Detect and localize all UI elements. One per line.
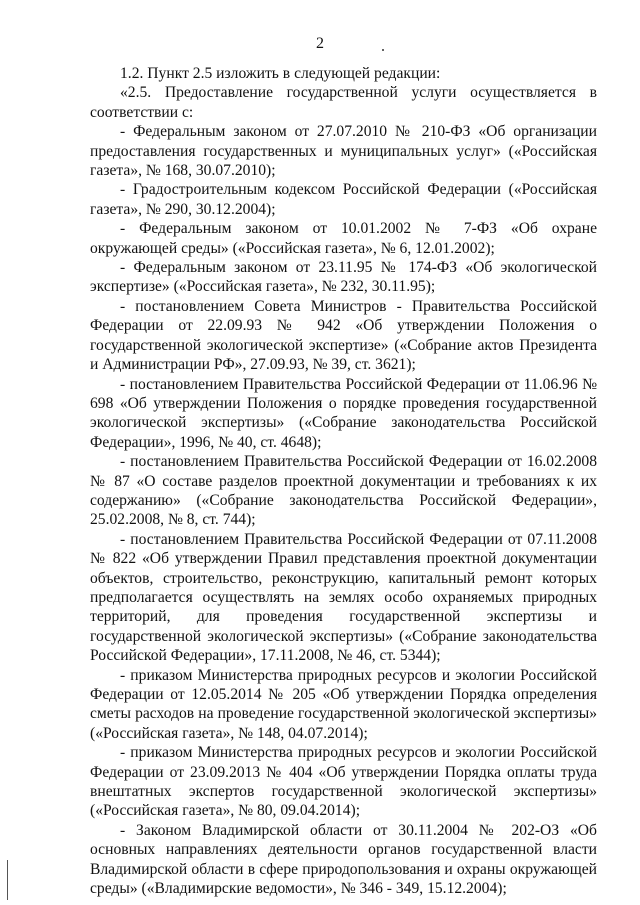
list-item-law-210: - Федеральным законом от 27.07.2010 № 210-ФЗ «Об организации предоставления государственных и муниципальных услуг» («Российская газета», № 168, 30.07.2010); (90, 123, 597, 180)
list-item-resolution-87: - постановлением Правительства Российской Федерации от 16.02.2008 № 87 «О составе разделов проектной документации и требованиях к их содержанию» («Собрание законодательства Российской Федерации», 25.02.2008, № 8, ст. 744); (90, 453, 597, 529)
document-body (90, 64, 597, 898)
list-item-resolution-822: - постановлением Правительства Российской Федерации от 07.11.2008 № 822 «Об утверждении Правил представления проектной документации объектов, строительство, реконструкцию, капитальный ремонт которых предполагается осуществлять на землях особо охраняемых природных территорий, для проведения государственной экспертизы и государственной экологической экспертизы» («Собрание законодательства Российской Федерации», 17.11.2008, № 46, ст. 5344); (90, 530, 597, 665)
list-item-urban-planning-code: - Градостроительным кодексом Российской Федерации («Российская газета», № 290, 30.12.2004); (90, 181, 597, 218)
list-item-law-174: - Федеральным законом от 23.11.95 № 174-ФЗ «Об экологической экспертизе» («Российская газета», № 232, 30.11.95); (90, 259, 597, 296)
list-item-resolution-698: - постановлением Правительства Российской Федерации от 11.06.96 № 698 «Об утверждении Положения о порядке проведения государственной экологической экспертизы» («Собрание законодательства Российской Федерации», 1996, № 40, ст. 4648); (90, 375, 597, 451)
paragraph-clause-2-5: «2.5. Предоставление государственной услуги осуществляется в соответствии с: (90, 84, 597, 121)
list-item-law-7: - Федеральным законом от 10.01.2002 № 7-ФЗ «Об охране окружающей среды» («Российская газета», № 6, 12.01.2002); (90, 220, 597, 257)
scan-speck (382, 49, 384, 51)
list-item-order-404: - приказом Министерства природных ресурсов и экологии Российской Федерации от 23.09.2013 № 404 «Об утверждении Порядка оплаты труда внештатных экспертов государственной экологической экспертизы» («Российская газета», № 80, 09.04.2014); (90, 744, 597, 820)
paragraph-amendment-intro: 1.2. Пункт 2.5 изложить в следующей редакции: (120, 65, 441, 82)
list-item-regional-law-202: - Законом Владимирской области от 30.11.2004 № 202-ОЗ «Об основных направлениях деятельности органов государственной власти Владимирской области в сфере природопользования и охраны окружающей среды» («Владимирские ведомости», № 346 - 349, 15.12.2004); (90, 821, 597, 898)
list-item-resolution-942: - постановлением Совета Министров - Правительства Российской Федерации от 22.09.93 № 942 «Об утверждении Положения о государственной экологической экспертизе» («Собрание актов Президента и Администрации РФ», 27.09.93, № 39, ст. 3621); (90, 297, 597, 374)
list-item-order-205: - приказом Министерства природных ресурсов и экологии Российской Федерации от 12.05.2014 № 205 «Об утверждении Порядка определения сметы расходов на проведение государственной экологической экспертизы» («Российская газета», № 148, 04.07.2014); (90, 666, 597, 742)
page-number: 2 (316, 35, 324, 52)
scan-edge-mark (7, 860, 8, 900)
